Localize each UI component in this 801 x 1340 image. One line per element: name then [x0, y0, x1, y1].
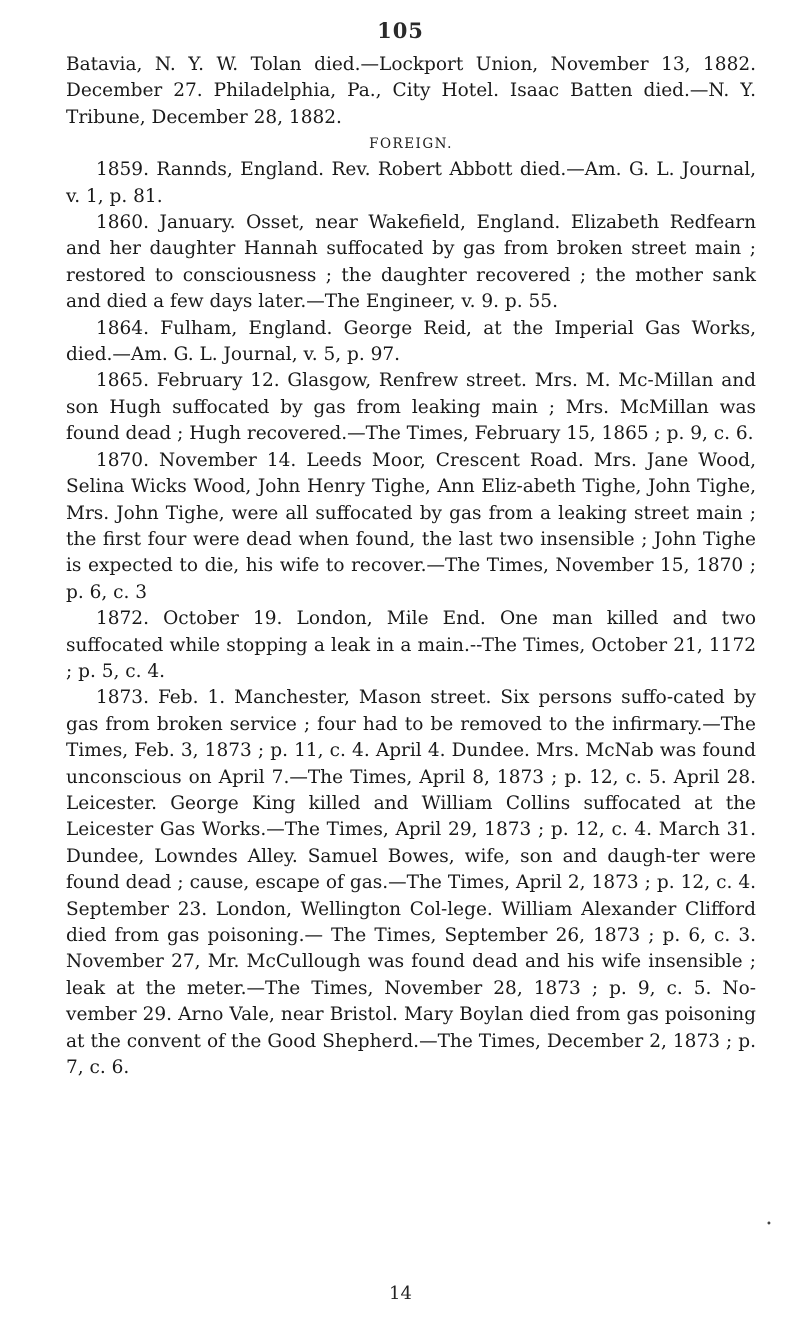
entry-1873: 1873. Feb. 1. Manchester, Mason street. Six persons suffo-cated by gas from broken service ; four had to be removed to the infirmary.—The Times, Feb. 3, 1873 ; p. 11, c. 4. April 4. Dundee. Mrs. McNab was found unconscious on April 7.—The Times, April 8, 1873 ; p. 12, c. 5. April 28. Leicester. George King killed and William Collins suffocated at the Leicester Gas Works.—The Times, April 29, 1873 ; p. 12, c. 4. March 31. Dundee, Lowndes Alley. Samuel Bowes, wife, son and daugh-ter were found dead ; cause, escape of gas.—The Times, April 2, 1873 ; p. 12, c. 4. September 23. London, Wellington Col-lege. William Alexander Clifford died from gas poisoning.— The Times, September 26, 1873 ; p. 6, c. 3. November 27, Mr. McCullough was found dead and his wife insensible ; leak at the meter.—The Times, November 28, 1873 ; p. 9, c. 5. No-vember 29. Arno Vale, near Bristol. Mary Boylan died from gas poisoning at the convent of the Good Shepherd.—The Times, December 2, 1873 ; p. 7, c. 6.	[66, 687, 756, 1079]
entry-1859: 1859. Rannds, England. Rev. Robert Abbott died.—Am. G. L. Journal, v. 1, p. 81.	[66, 159, 756, 207]
entry-1860: 1860. January. Osset, near Wakefield, England. Elizabeth Redfearn and her daughter Hannah suffocated by gas from broken street main ; restored to consciousness ; the daughter recovered ; the mother sank and died a few days later.—The Engineer, v. 9. p. 55.	[66, 212, 756, 313]
section-heading: FOREIGN.	[369, 136, 453, 153]
margin-mark: •	[766, 1219, 772, 1230]
entry-1865: 1865. February 12. Glasgow, Renfrew street. Mrs. M. Mc-Millan and son Hugh suffocated by gas from leaking main ; Mrs. McMillan was found dead ; Hugh recovered.—The Times, February 15, 1865 ; p. 9, c. 6.	[66, 370, 756, 445]
signature-mark: 14	[389, 1283, 412, 1304]
entry-1870: 1870. November 14. Leeds Moor, Crescent Road. Mrs. Jane Wood, Selina Wicks Wood, John Henry Tighe, Ann Eliz-abeth Tighe, John Tighe, Mrs. John Tighe, were all suffocated by gas from a leaking street main ; the first four were dead when found, the last two insensible ; John Tighe is expected to die, his wife to recover.—The Times, November 15, 1870 ; p. 6, c. 3	[66, 449, 756, 603]
intro-paragraph: Batavia, N. Y. W. Tolan died.—Lockport Union, November 13, 1882. December 27. Philadelphia, Pa., City Hotel. Isaac Batten died.—N. Y. Tribune, December 28, 1882.	[66, 54, 756, 128]
page-number: 105	[377, 18, 424, 43]
entry-1872: 1872. October 19. London, Mile End. One man killed and two suffocated while stopping a leak in a main.--The Times, October 21, 1172 ; p. 5, c. 4.	[66, 608, 756, 682]
entry-1864: 1864. Fulham, England. George Reid, at the Imperial Gas Works, died.—Am. G. L. Journal, v. 5, p. 97.	[66, 317, 756, 366]
page-body	[66, 52, 756, 1081]
